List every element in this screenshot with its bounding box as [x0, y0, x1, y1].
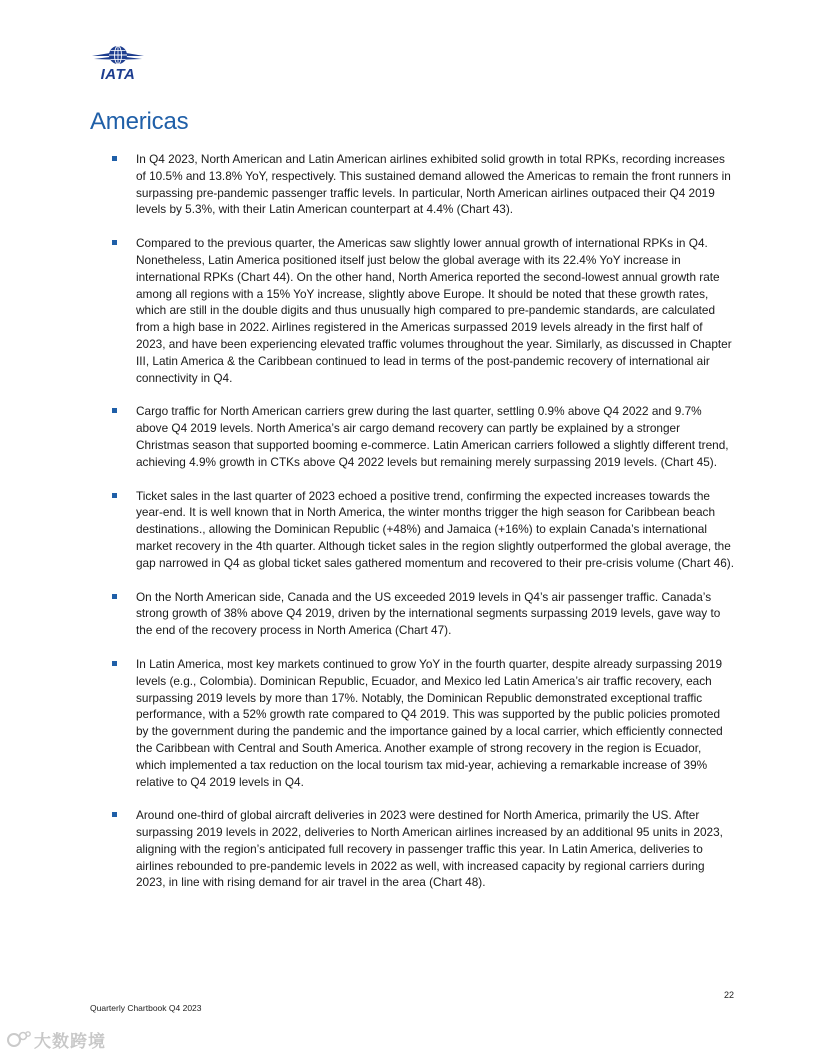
- square-bullet-icon: [112, 156, 117, 161]
- iata-logo: [90, 44, 146, 84]
- bullet-text: In Q4 2023, North American and Latin American airlines exhibited solid growth in total RPKs, recording increases of 10.5% and 13.8% YoY, respectively. This sustained demand allowed the Americas to remain the front runners in surpassing pre-pandemic passenger traffic levels. In particular, North American airlines outpaced their Q4 2019 levels by 5.3%, with their Latin American counterpart at 4.4% (Chart 43).: [136, 152, 731, 217]
- watermark: [6, 1027, 106, 1051]
- globe-wings-icon: [90, 44, 146, 68]
- watermark-text: 大数跨境: [34, 1031, 106, 1051]
- bullet-text: Cargo traffic for North American carriers grew during the last quarter, settling 0.9% above Q4 2022 and 9.7% above Q4 2019 levels. North America’s air cargo demand recovery can partly be explained by a stronger Christmas season that supported booming e-commerce. Latin American carriers followed a slightly different trend, achieving 4.9% growth in CTKs above Q4 2022 levels but remaining merely surpassing 2019 levels. (Chart 45).: [136, 404, 729, 469]
- page-number: 22: [723, 990, 734, 1000]
- square-bullet-icon: [112, 594, 117, 599]
- bullet-item: [112, 589, 734, 639]
- bullet-text: On the North American side, Canada and the US exceeded 2019 levels in Q4’s air passenger traffic. Canada’s strong growth of 38% above Q4 2019, driven by the international segments surpassing 2019 levels, gave way to the end of the recovery process in North America (Chart 47).: [136, 589, 721, 638]
- square-bullet-icon: [112, 240, 117, 245]
- bullet-list: [112, 151, 734, 908]
- bullet-item: [112, 403, 734, 470]
- bullet-item: [112, 488, 734, 572]
- bullet-item: [112, 235, 734, 386]
- logo-wordmark: IATA: [100, 66, 136, 83]
- square-bullet-icon: [112, 493, 117, 498]
- square-bullet-icon: [112, 661, 117, 666]
- bullet-text: Around one-third of global aircraft deliveries in 2023 were destined for North America, primarily the US. After surpassing 2019 levels in 2022, deliveries to North American airlines increased by an additional 95 units in 2023, aligning with the region’s anticipated full recovery in passenger traffic this year. In Latin America, deliveries to airlines rebounded to pre-pandemic levels in 2022 as well, with increased capacity by regional carriers during 2023, in line with rising demand for air travel in the area (Chart 48).: [136, 808, 723, 890]
- bullet-item: [112, 807, 734, 891]
- bullet-item: [112, 151, 734, 218]
- bullet-text: In Latin America, most key markets continued to grow YoY in the fourth quarter, despite already surpassing 2019 levels (e.g., Colombia). Dominican Republic, Ecuador, and Mexico led Latin America’s air traffic recovery, each surpassing 2019 levels by more than 17%. Notably, the Dominican Republic demonstrated exceptional traffic performance, with a 52% growth rate compared to Q4 2019. This was supported by the public policies promoted by the government during the pandemic and the importance gained by a local carrier, which efficiently connected the Caribbean with Central and South America. Another example of strong recovery in the region is Ecuador, which implemented a tax reduction on the local tourism tax mid-year, achieving a remarkable increase of 39% relative to Q4 2019 levels in Q4.: [136, 656, 723, 789]
- square-bullet-icon: [112, 812, 117, 817]
- watermark-logo-icon: [6, 1028, 32, 1050]
- bullet-text: Compared to the previous quarter, the Americas saw slightly lower annual growth of international RPKs in Q4. Nonetheless, Latin America positioned itself just below the global average with its 22.4% YoY increase in international RPKs (Chart 44). On the other hand, North America reported the second-lowest annual growth rate among all regions with a 15% YoY increase, slightly above Europe. It should be noted that these growth rates, which are still in the double digits and thus unusually high compared to pre-pandemic standards, are calculated from a high base in 2022. Airlines registered in the Americas surpassed 2019 levels already in the first half of 2023, and have been experiencing elevated traffic volumes throughout the year. Similarly, as discussed in Chapter III, Latin America & the Caribbean continued to lead in terms of the post-pandemic recovery of international air connectivity in Q4.: [136, 236, 732, 385]
- footer-document-title: Quarterly Chartbook Q4 2023: [90, 1003, 202, 1013]
- square-bullet-icon: [112, 408, 117, 413]
- bullet-item: [112, 656, 734, 790]
- section-title: Americas: [90, 108, 189, 135]
- bullet-text: Ticket sales in the last quarter of 2023 echoed a positive trend, confirming the expected increases towards the year-end. It is well known that in North America, the winter months trigger the high season for Caribbean beach destinations., allowing the Dominican Republic (+48%) and Jamaica (+16%) to explain Canada’s international market recovery in the 4th quarter. Although ticket sales in the region slightly outperformed the global average, the gap narrowed in Q4 as global ticket sales gathered momentum and recovered to their pre-crisis volume (Chart 46).: [136, 488, 734, 570]
